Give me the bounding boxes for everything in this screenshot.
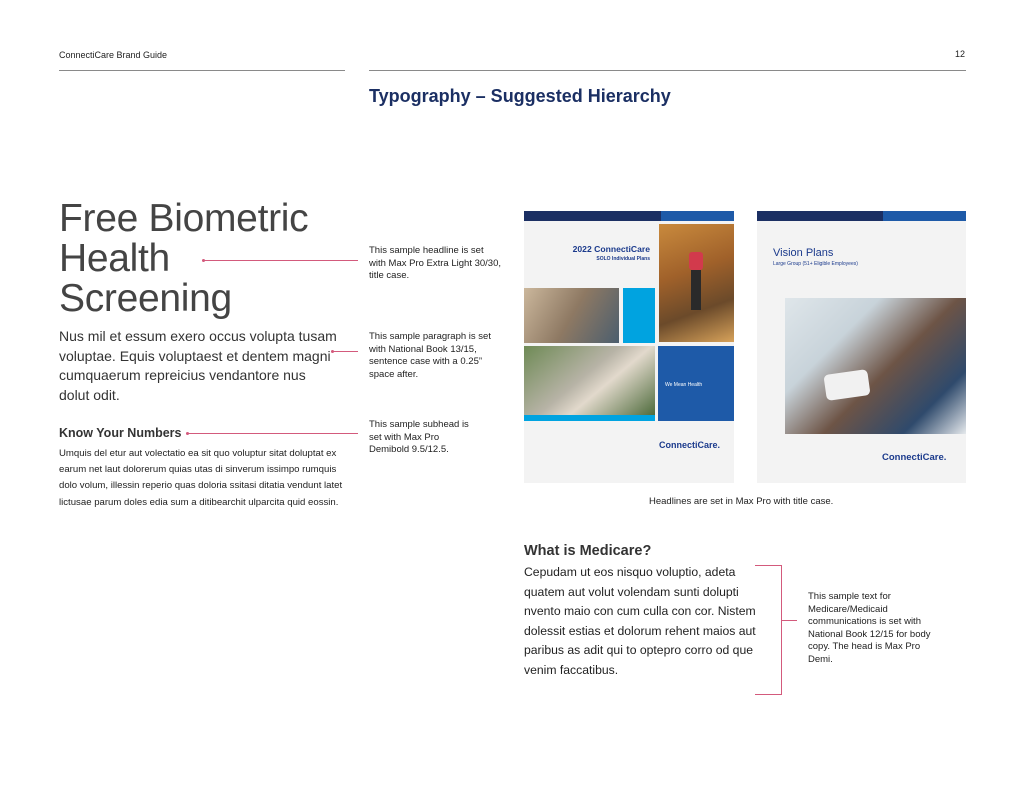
medicare-body: Cepudam ut eos nisquo voluptio, adeta quatem aut volut volendam sunti dolupti nvento maio con cum culla con cor. Nistem dolessit estias et dolorum rehent maios aut paribus as adit qui to optepro corro od que venim faccatibus.: [524, 565, 756, 677]
cyan-block: [623, 288, 655, 343]
section-title: Typography – Suggested Hierarchy: [369, 86, 671, 106]
phone-icon: [823, 369, 870, 401]
header-rule-left: [59, 70, 345, 71]
subhead-leader-line: [188, 433, 358, 434]
headline-leader-line: [204, 260, 358, 261]
page-number: 12: [955, 49, 966, 59]
brochure-top-bar-blue: [661, 211, 734, 221]
brochure2-top-bar-blue: [883, 211, 966, 221]
family-dog-photo: [524, 288, 619, 343]
runner-legs-icon: [691, 270, 701, 310]
sample-headline: Free Biometric Health Screening: [59, 197, 309, 320]
brochure-tagline: We Mean Health: [665, 382, 703, 388]
brochure-subtitle: SOLO Individual Plans: [596, 256, 650, 262]
medicare-note: This sample text for Medicare/Medicaid communications is set with National Book 12/15 for body copy. The head is Max Pro Demi.: [808, 591, 931, 665]
medicare-leader-line: [782, 620, 797, 621]
cyan-strip: [524, 415, 655, 421]
brochure2-logo: ConnectiCare.: [882, 452, 947, 463]
brochure-vision-plans: [757, 211, 966, 483]
medicare-bracket: [755, 565, 782, 695]
runner-photo: [659, 224, 734, 342]
brochures-caption: Headlines are set in Max Pro with title case.: [649, 496, 834, 507]
header-rule-right: [369, 70, 966, 71]
brochure-solo-plans: [524, 211, 734, 483]
brand-guide-label: ConnectiCare Brand Guide: [59, 50, 168, 60]
sample-body-copy: Umquis del etur aut volectatio ea sit quo voluptur sitat doluptat ex earum net laut dolorerum quias utas di sinverum issimpo rumquis dolo volum, illessin reperio quas doloria ssitasi ditatia vendunt latet lictusae parum doles edia sum a ditibearchit ulparcita quid eossin.: [59, 448, 343, 508]
brochure-title: 2022 ConnectiCare: [572, 244, 650, 254]
selfie-photo: [785, 298, 966, 434]
runner-figure-icon: [689, 252, 703, 270]
paragraph-note: This sample paragraph is set with National Book 13/15, sentence case with a 0.25” space after.: [369, 331, 491, 380]
paragraph-leader-line: [333, 351, 358, 352]
brochure2-top-bar-navy: [757, 211, 883, 221]
sample-paragraph: Nus mil et essum exero occus volupta tusam voluptae. Equis voluptaest et dentem magni cumquaerum repreicius vendantore nus dolut odit.: [59, 328, 337, 403]
brochure-top-bar-navy: [524, 211, 661, 221]
brochure2-subtitle: Large Group (51+ Eligible Employees): [773, 261, 858, 267]
headline-note: This sample headline is set with Max Pro Extra Light 30/30, title case.: [369, 245, 502, 281]
blue-block: [658, 346, 734, 421]
subhead-note: This sample subhead is set with Max Pro Demibold 9.5/12.5.: [369, 419, 469, 455]
sample-subhead: Know Your Numbers: [59, 426, 182, 440]
brochure2-title: Vision Plans: [773, 247, 834, 259]
medicare-head: What is Medicare?: [524, 543, 652, 559]
brochure-logo: ConnectiCare.: [659, 440, 721, 450]
seniors-photo: [524, 346, 655, 415]
